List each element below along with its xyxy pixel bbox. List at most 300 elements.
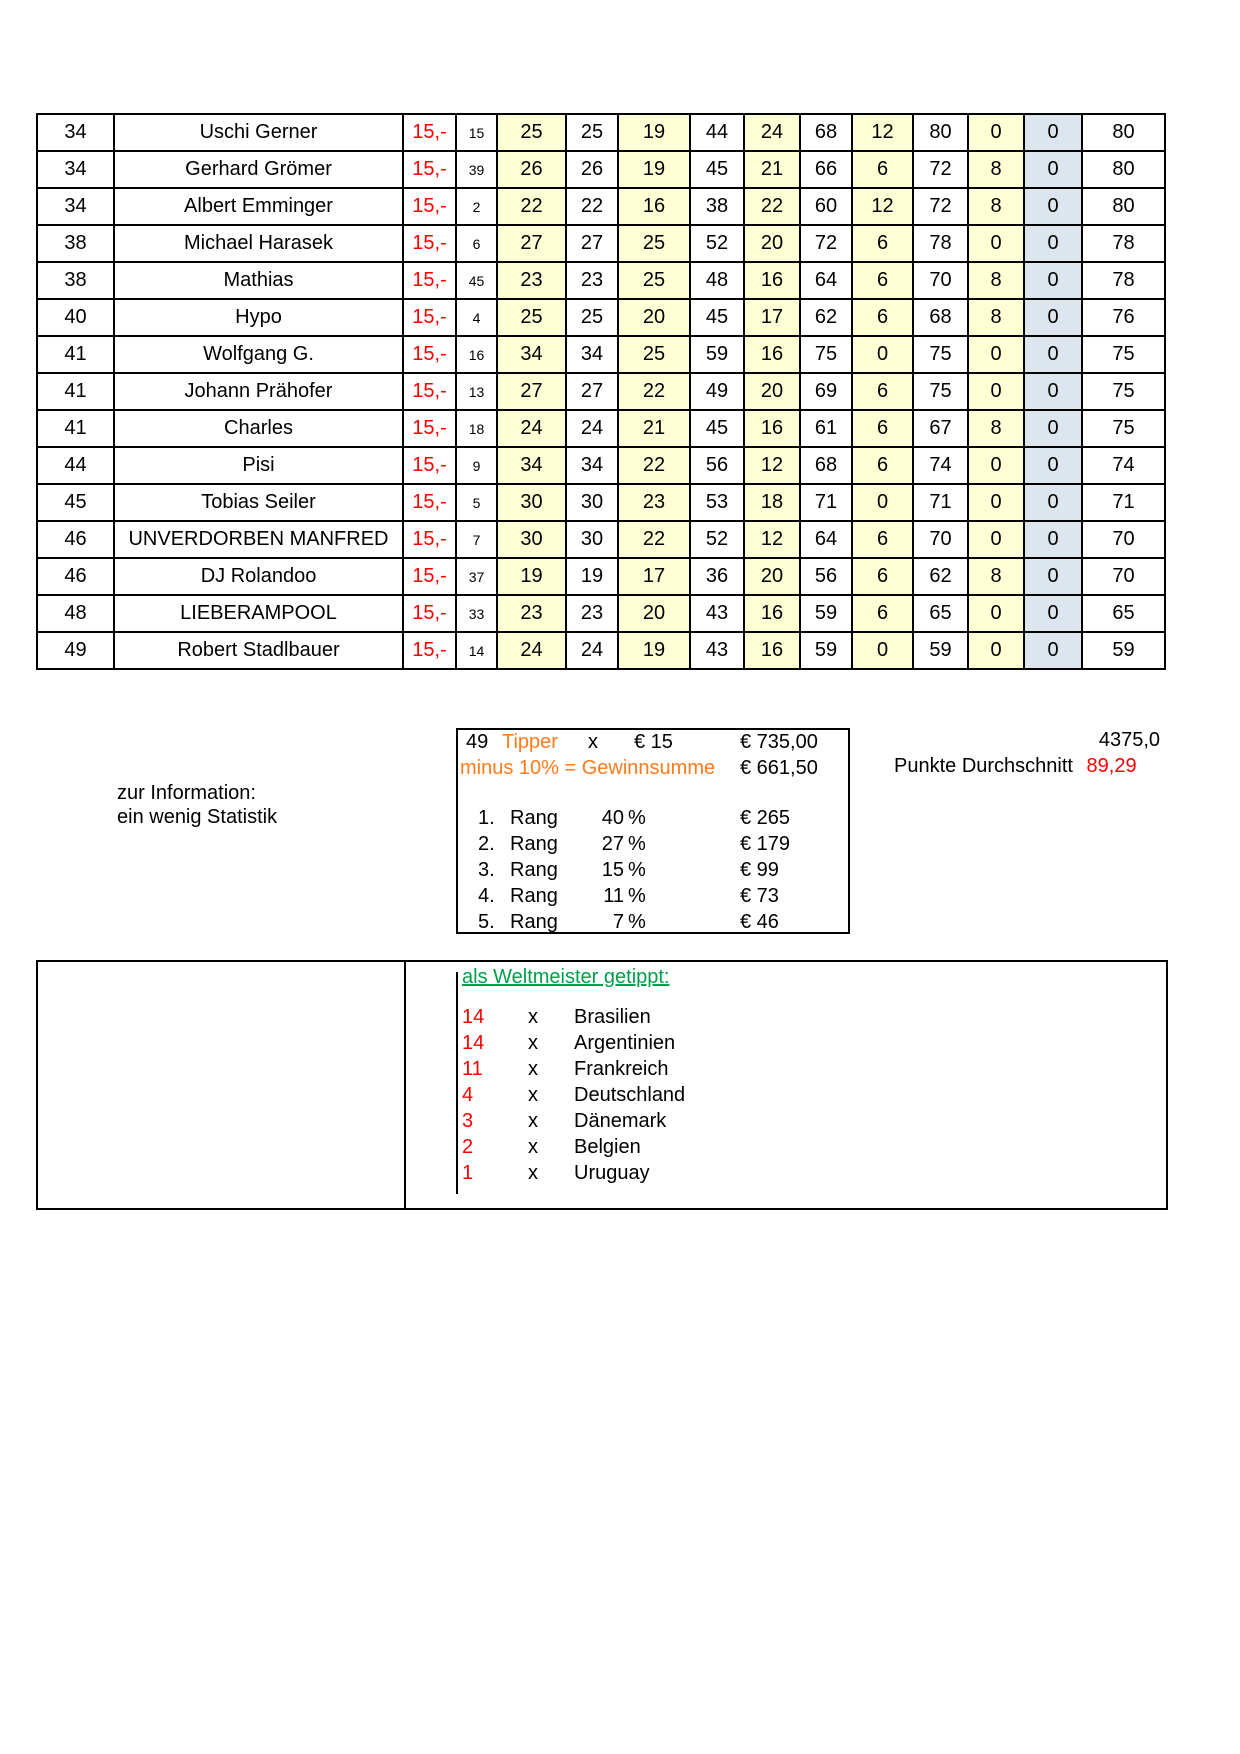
points-cell: 43: [690, 632, 744, 669]
table-row: [37, 373, 1165, 410]
rank-cell: 38: [37, 262, 114, 299]
rank-number: 5.: [478, 911, 495, 933]
country-name: Brasilien: [574, 1006, 651, 1028]
points-cell: 26: [566, 151, 618, 188]
points-cell: 17: [744, 299, 800, 336]
fee-cell: 15,-: [403, 447, 456, 484]
total-cell: 70: [1082, 558, 1165, 595]
rank-amount: € 265: [740, 807, 791, 829]
total-cell: 74: [1082, 447, 1165, 484]
points-cell: 78: [913, 225, 968, 262]
number-cell: 4: [456, 299, 497, 336]
ranking-body: [37, 114, 1165, 669]
points-cell: 56: [800, 558, 852, 595]
rank-number: 4.: [478, 885, 495, 907]
points-cell: 74: [913, 447, 968, 484]
rank-amount: € 99: [740, 859, 779, 881]
minus-label: minus 10% = Gewinnsumme: [460, 757, 716, 779]
points-cell: 6: [852, 373, 913, 410]
points-cell: 0: [1024, 225, 1082, 262]
points-cell: 64: [800, 262, 852, 299]
points-cell: 16: [618, 188, 690, 225]
net-amount: € 661,50: [740, 757, 818, 779]
name-cell: Uschi Gerner: [114, 114, 403, 151]
name-cell: LIEBERAMPOOL: [114, 595, 403, 632]
rank-cell: 34: [37, 151, 114, 188]
table-row: [37, 447, 1165, 484]
table-row: [37, 151, 1165, 188]
name-cell: UNVERDORBEN MANFRED: [114, 521, 403, 558]
fee-cell: 15,-: [403, 484, 456, 521]
rank-cell: 34: [37, 114, 114, 151]
points-cell: 8: [968, 299, 1024, 336]
points-cell: 0: [1024, 188, 1082, 225]
fee-cell: 15,-: [403, 410, 456, 447]
name-cell: Gerhard Grömer: [114, 151, 403, 188]
percent-sign: %: [628, 885, 646, 907]
points-cell: 36: [690, 558, 744, 595]
number-cell: 9: [456, 447, 497, 484]
points-cell: 20: [618, 299, 690, 336]
total-cell: 75: [1082, 410, 1165, 447]
points-cell: 20: [618, 595, 690, 632]
points-cell: 25: [618, 336, 690, 373]
fee-cell: 15,-: [403, 151, 456, 188]
points-cell: 21: [618, 410, 690, 447]
points-cell: 70: [913, 262, 968, 299]
points-cell: 59: [913, 632, 968, 669]
points-cell: 68: [800, 447, 852, 484]
points-cell: 22: [497, 188, 566, 225]
points-cell: 72: [913, 151, 968, 188]
points-cell: 52: [690, 521, 744, 558]
points-cell: 62: [913, 558, 968, 595]
table-row: [37, 632, 1165, 669]
name-cell: Tobias Seiler: [114, 484, 403, 521]
number-cell: 14: [456, 632, 497, 669]
points-cell: 0: [1024, 447, 1082, 484]
points-cell: 72: [800, 225, 852, 262]
rank-amount: € 46: [740, 911, 779, 933]
table-row: [37, 521, 1165, 558]
table-row: [37, 188, 1165, 225]
points-cell: 43: [690, 595, 744, 632]
rank-cell: 34: [37, 188, 114, 225]
points-cell: 0: [852, 336, 913, 373]
rank-label: Rang: [510, 885, 558, 907]
name-cell: Johann Prähofer: [114, 373, 403, 410]
points-cell: 25: [618, 262, 690, 299]
number-cell: 33: [456, 595, 497, 632]
fee-cell: 15,-: [403, 595, 456, 632]
fee-cell: 15,-: [403, 114, 456, 151]
times-sign: x: [528, 1084, 538, 1106]
fee-cell: 15,-: [403, 558, 456, 595]
points-cell: 24: [744, 114, 800, 151]
table-row: [37, 114, 1165, 151]
points-cell: 26: [497, 151, 566, 188]
percent-sign: %: [628, 859, 646, 881]
points-cell: 19: [618, 632, 690, 669]
points-cell: 25: [566, 114, 618, 151]
name-cell: Albert Emminger: [114, 188, 403, 225]
rank-percent: 40: [601, 807, 624, 829]
tip-count: 1: [462, 1162, 474, 1184]
points-cell: 6: [852, 410, 913, 447]
name-cell: Wolfgang G.: [114, 336, 403, 373]
points-cell: 71: [913, 484, 968, 521]
points-cell: 0: [852, 484, 913, 521]
country-name: Argentinien: [574, 1032, 676, 1054]
points-cell: 22: [618, 373, 690, 410]
points-cell: 6: [852, 595, 913, 632]
points-cell: 12: [852, 114, 913, 151]
points-cell: 19: [566, 558, 618, 595]
number-cell: 13: [456, 373, 497, 410]
points-cell: 0: [968, 225, 1024, 262]
points-cell: 45: [690, 410, 744, 447]
points-cell: 0: [1024, 632, 1082, 669]
points-cell: 70: [913, 521, 968, 558]
points-cell: 22: [744, 188, 800, 225]
name-cell: Pisi: [114, 447, 403, 484]
points-cell: 0: [1024, 262, 1082, 299]
rank-cell: 46: [37, 558, 114, 595]
average-value: 89,29: [1086, 755, 1137, 777]
points-cell: 17: [618, 558, 690, 595]
points-cell: 25: [618, 225, 690, 262]
points-cell: 23: [566, 595, 618, 632]
points-cell: 23: [497, 262, 566, 299]
points-cell: 62: [800, 299, 852, 336]
name-cell: Charles: [114, 410, 403, 447]
rank-label: Rang: [510, 807, 558, 829]
fee-cell: 15,-: [403, 521, 456, 558]
points-cell: 67: [913, 410, 968, 447]
points-cell: 34: [497, 447, 566, 484]
points-cell: 72: [913, 188, 968, 225]
points-cell: 0: [968, 336, 1024, 373]
rank-cell: 48: [37, 595, 114, 632]
number-cell: 39: [456, 151, 497, 188]
rank-label: Rang: [510, 859, 558, 881]
points-cell: 23: [497, 595, 566, 632]
info-line-2: ein wenig Statistik: [117, 806, 278, 828]
points-cell: 75: [800, 336, 852, 373]
points-cell: 27: [566, 373, 618, 410]
total-cell: 78: [1082, 225, 1165, 262]
points-cell: 71: [800, 484, 852, 521]
name-cell: Mathias: [114, 262, 403, 299]
total-cell: 59: [1082, 632, 1165, 669]
points-cell: 52: [690, 225, 744, 262]
points-cell: 34: [566, 447, 618, 484]
rank-cell: 49: [37, 632, 114, 669]
fee-cell: 15,-: [403, 299, 456, 336]
number-cell: 7: [456, 521, 497, 558]
points-cell: 22: [618, 521, 690, 558]
average-points: [894, 754, 1137, 778]
points-cell: 6: [852, 521, 913, 558]
table-row: [37, 484, 1165, 521]
country-name: Dänemark: [574, 1110, 667, 1132]
points-cell: 23: [566, 262, 618, 299]
points-cell: 25: [497, 299, 566, 336]
number-cell: 18: [456, 410, 497, 447]
country-name: Deutschland: [574, 1084, 686, 1106]
times-sign: x: [588, 731, 598, 753]
points-cell: 0: [1024, 373, 1082, 410]
name-cell: Hypo: [114, 299, 403, 336]
tip-count: 2: [462, 1136, 474, 1158]
rank-amount: € 73: [740, 885, 779, 907]
points-cell: 6: [852, 447, 913, 484]
points-cell: 59: [800, 595, 852, 632]
table-row: [37, 262, 1165, 299]
inner-divider: [456, 972, 458, 1194]
points-cell: 0: [968, 632, 1024, 669]
times-sign: x: [528, 1058, 538, 1080]
points-cell: 6: [852, 151, 913, 188]
points-cell: 12: [852, 188, 913, 225]
points-cell: 48: [690, 262, 744, 299]
name-cell: Robert Stadlbauer: [114, 632, 403, 669]
points-cell: 0: [968, 447, 1024, 484]
rank-number: 3.: [478, 859, 495, 881]
points-cell: 19: [497, 558, 566, 595]
points-cell: 0: [1024, 521, 1082, 558]
table-row: [37, 299, 1165, 336]
rank-cell: 41: [37, 410, 114, 447]
rank-cell: 40: [37, 299, 114, 336]
total-cell: 65: [1082, 595, 1165, 632]
points-cell: 24: [566, 632, 618, 669]
points-cell: 0: [1024, 484, 1082, 521]
number-cell: 6: [456, 225, 497, 262]
total-cell: 75: [1082, 336, 1165, 373]
fee-cell: 15,-: [403, 632, 456, 669]
points-cell: 21: [744, 151, 800, 188]
total-cell: 80: [1082, 114, 1165, 151]
points-cell: 66: [800, 151, 852, 188]
number-cell: 2: [456, 188, 497, 225]
tip-count: 11: [462, 1058, 483, 1080]
points-cell: 12: [744, 521, 800, 558]
points-cell: 0: [1024, 114, 1082, 151]
points-cell: 64: [800, 521, 852, 558]
points-cell: 65: [913, 595, 968, 632]
total-cell: 70: [1082, 521, 1165, 558]
points-cell: 61: [800, 410, 852, 447]
points-cell: 20: [744, 225, 800, 262]
fee-cell: 15,-: [403, 225, 456, 262]
fee-cell: 15,-: [403, 262, 456, 299]
number-cell: 45: [456, 262, 497, 299]
table-row: [37, 595, 1165, 632]
times-sign: x: [528, 1032, 538, 1054]
points-cell: 25: [497, 114, 566, 151]
points-cell: 0: [1024, 595, 1082, 632]
number-cell: 5: [456, 484, 497, 521]
points-cell: 8: [968, 558, 1024, 595]
total-cell: 75: [1082, 373, 1165, 410]
points-cell: 75: [913, 373, 968, 410]
fee-cell: 15,-: [403, 188, 456, 225]
points-cell: 19: [618, 114, 690, 151]
points-cell: 60: [800, 188, 852, 225]
points-cell: 0: [968, 373, 1024, 410]
points-cell: 25: [566, 299, 618, 336]
points-cell: 0: [852, 632, 913, 669]
fee-cell: 15,-: [403, 373, 456, 410]
rank-cell: 38: [37, 225, 114, 262]
tipper-label: Tipper: [502, 731, 558, 753]
rank-cell: 46: [37, 521, 114, 558]
percent-sign: %: [628, 911, 646, 933]
points-cell: 8: [968, 262, 1024, 299]
points-cell: 0: [968, 114, 1024, 151]
points-cell: 6: [852, 225, 913, 262]
rank-cell: 45: [37, 484, 114, 521]
points-cell: 0: [1024, 336, 1082, 373]
points-cell: 19: [618, 151, 690, 188]
rank-cell: 41: [37, 336, 114, 373]
points-cell: 22: [566, 188, 618, 225]
rank-cell: 41: [37, 373, 114, 410]
points-cell: 6: [852, 262, 913, 299]
table-row: [37, 336, 1165, 373]
tip-count: 14: [462, 1032, 485, 1054]
points-cell: 0: [968, 595, 1024, 632]
rank-cell: 44: [37, 447, 114, 484]
points-cell: 30: [497, 521, 566, 558]
points-cell: 34: [566, 336, 618, 373]
rank-percent: 15: [601, 859, 624, 881]
points-cell: 16: [744, 632, 800, 669]
points-cell: 59: [690, 336, 744, 373]
table-row: [37, 558, 1165, 595]
points-cell: 0: [1024, 299, 1082, 336]
number-cell: 16: [456, 336, 497, 373]
tip-count: 4: [462, 1084, 474, 1106]
points-cell: 0: [1024, 410, 1082, 447]
points-cell: 20: [744, 558, 800, 595]
country-name: Belgien: [574, 1136, 641, 1158]
points-cell: 24: [497, 632, 566, 669]
total-cell: 80: [1082, 151, 1165, 188]
points-cell: 38: [690, 188, 744, 225]
fee-cell: 15,-: [403, 336, 456, 373]
points-cell: 49: [690, 373, 744, 410]
points-cell: 30: [566, 484, 618, 521]
tipper-count: 49: [466, 731, 489, 753]
points-cell: 0: [1024, 558, 1082, 595]
table-row: [37, 410, 1165, 447]
fee-value: € 15: [634, 731, 673, 753]
points-cell: 53: [690, 484, 744, 521]
rank-amount: € 179: [740, 833, 791, 855]
rank-percent: 7: [612, 911, 624, 933]
points-cell: 8: [968, 188, 1024, 225]
points-cell: 45: [690, 151, 744, 188]
points-cell: 16: [744, 410, 800, 447]
times-sign: x: [528, 1136, 538, 1158]
points-cell: 69: [800, 373, 852, 410]
rank-number: 1.: [478, 807, 495, 829]
points-cell: 80: [913, 114, 968, 151]
ranking-table: [36, 113, 1166, 670]
total-cell: 71: [1082, 484, 1165, 521]
points-cell: 22: [618, 447, 690, 484]
number-cell: 15: [456, 114, 497, 151]
total-cell: 76: [1082, 299, 1165, 336]
points-cell: 27: [566, 225, 618, 262]
percent-sign: %: [628, 807, 646, 829]
statistics-box: [456, 728, 850, 934]
rank-label: Rang: [510, 833, 558, 855]
column-divider: [404, 962, 406, 1208]
points-cell: 68: [800, 114, 852, 151]
points-cell: 0: [968, 484, 1024, 521]
points-cell: 44: [690, 114, 744, 151]
points-cell: 0: [1024, 151, 1082, 188]
points-cell: 0: [968, 521, 1024, 558]
total-points: 4375,0: [1098, 729, 1160, 751]
times-sign: x: [528, 1110, 538, 1132]
rank-percent: 27: [601, 833, 624, 855]
country-name: Frankreich: [574, 1058, 669, 1080]
rank-percent: 11: [603, 885, 624, 907]
points-cell: 16: [744, 262, 800, 299]
country-name: Uruguay: [574, 1162, 650, 1184]
rank-label: Rang: [510, 911, 558, 933]
total-cell: 78: [1082, 262, 1165, 299]
points-cell: 8: [968, 410, 1024, 447]
points-cell: 27: [497, 225, 566, 262]
points-cell: 20: [744, 373, 800, 410]
points-cell: 45: [690, 299, 744, 336]
name-cell: DJ Rolandoo: [114, 558, 403, 595]
times-sign: x: [528, 1006, 538, 1028]
points-cell: 12: [744, 447, 800, 484]
champion-box: [36, 960, 1168, 1210]
points-cell: 16: [744, 336, 800, 373]
points-cell: 6: [852, 299, 913, 336]
points-cell: 34: [497, 336, 566, 373]
percent-sign: %: [628, 833, 646, 855]
points-cell: 59: [800, 632, 852, 669]
points-cell: 8: [968, 151, 1024, 188]
total-cell: 80: [1082, 188, 1165, 225]
average-label: Punkte Durchschnitt: [894, 755, 1073, 777]
table-row: [37, 225, 1165, 262]
points-cell: 30: [497, 484, 566, 521]
tip-count: 14: [462, 1006, 485, 1028]
tip-count: 3: [462, 1110, 474, 1132]
points-cell: 23: [618, 484, 690, 521]
points-cell: 75: [913, 336, 968, 373]
points-cell: 56: [690, 447, 744, 484]
number-cell: 37: [456, 558, 497, 595]
points-cell: 68: [913, 299, 968, 336]
points-cell: 24: [566, 410, 618, 447]
gross-amount: € 735,00: [740, 731, 818, 753]
champion-title: als Weltmeister getippt:: [462, 966, 670, 988]
points-cell: 30: [566, 521, 618, 558]
points-cell: 18: [744, 484, 800, 521]
info-text: [117, 781, 277, 829]
rank-number: 2.: [478, 833, 495, 855]
